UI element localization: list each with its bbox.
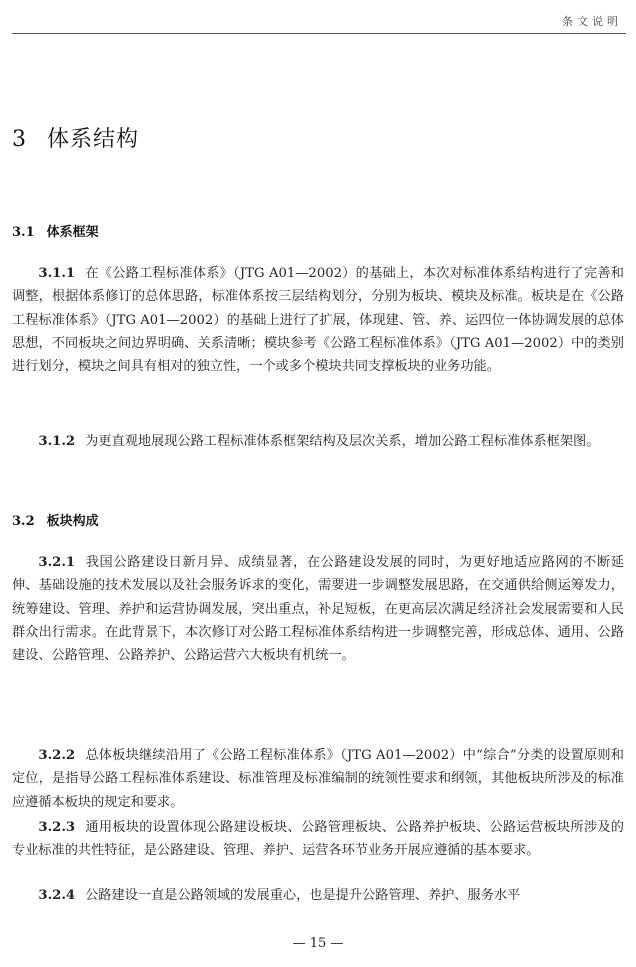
clause-3-2-4 [12, 884, 624, 907]
clause-3-1-2 [12, 430, 624, 453]
chapter-number: 3 [12, 127, 27, 152]
chapter-title [12, 122, 139, 153]
clause-text: 通用板块的设置体现公路建设板块、公路管理板块、公路养护板块、公路运营板块所涉及的专业标准的共性特征，是公路建设、管理、养护、运营各环节业务开展应遵循的基本要求。 [12, 820, 624, 859]
clause-text: 总体板块继续沿用了《公路工程标准体系》（JTG A01—2002）中“综合”分类的设置原则和定位，是指导公路工程标准体系建设、标准管理及标准编制的统领性要求和纲领，其他板块所涉及的标准应遵循本板块的规定和要求。 [12, 748, 624, 810]
clause-number: 3.1.2 [38, 434, 76, 449]
page-number: — 15 — [292, 936, 344, 951]
chapter-title-text: 体系结构 [47, 127, 140, 152]
section-title: 板块构成 [46, 514, 99, 529]
clause-number: 3.2.1 [38, 555, 76, 570]
clause-number: 3.2.3 [38, 820, 76, 835]
section-heading-3-2 [12, 510, 99, 529]
clause-3-2-3 [12, 816, 624, 863]
clause-3-2-2 [12, 744, 624, 814]
clause-number: 3.2.2 [38, 748, 76, 763]
page-header-label: 条文说明 [562, 15, 622, 28]
clause-text: 在《公路工程标准体系》（JTG A01—2002）的基础上，本次对标准体系结构进行了完善和调整，根据体系修订的总体思路，标准体系按三层结构划分，分别为板块、模块及标准。板块是在《公路工程标准体系》（JTG A01—2002）的基础上进行了扩展，体现建、管、养、运四位一体协调发展的总体思想，不同板块之间边界明确、关系清晰；模块参考《公路工程标准体系》（JTG A01—2002）中的类别进行划分，模块之间具有相对的独立性，一个或多个模块共同支撑板块的业务功能。 [12, 266, 624, 375]
clause-text: 为更直观地展现公路工程标准体系框架结构及层次关系，增加公路工程标准体系框架图。 [85, 434, 600, 449]
section-number: 3.2 [12, 514, 35, 529]
clause-number: 3.1.1 [38, 266, 76, 281]
clause-number: 3.2.4 [38, 888, 76, 903]
clause-text: 公路建设一直是公路领域的发展重心，也是提升公路管理、养护、服务水平 [85, 888, 521, 903]
header-rule [12, 33, 626, 34]
section-title: 体系框架 [46, 225, 99, 240]
section-number: 3.1 [12, 225, 35, 240]
clause-3-2-1 [12, 551, 624, 667]
clause-text: 我国公路建设日新月异、成绩显著，在公路建设发展的同时，为更好地适应路网的不断延伸、基础设施的技术发展以及社会服务诉求的变化，需要进一步调整发展思路，在交通供给侧运筹发力，统筹建设、管理、养护和运营协调发展，突出重点，补足短板，在更高层次满足经济社会发展需要和人民群众出行需求。在此背景下，本次修订对公路工程标准体系结构进一步调整完善，形成总体、通用、公路建设、公路管理、公路养护、公路运营六大板块有机统一。 [12, 555, 624, 664]
clause-3-1-1 [12, 262, 624, 378]
section-heading-3-1 [12, 221, 99, 240]
